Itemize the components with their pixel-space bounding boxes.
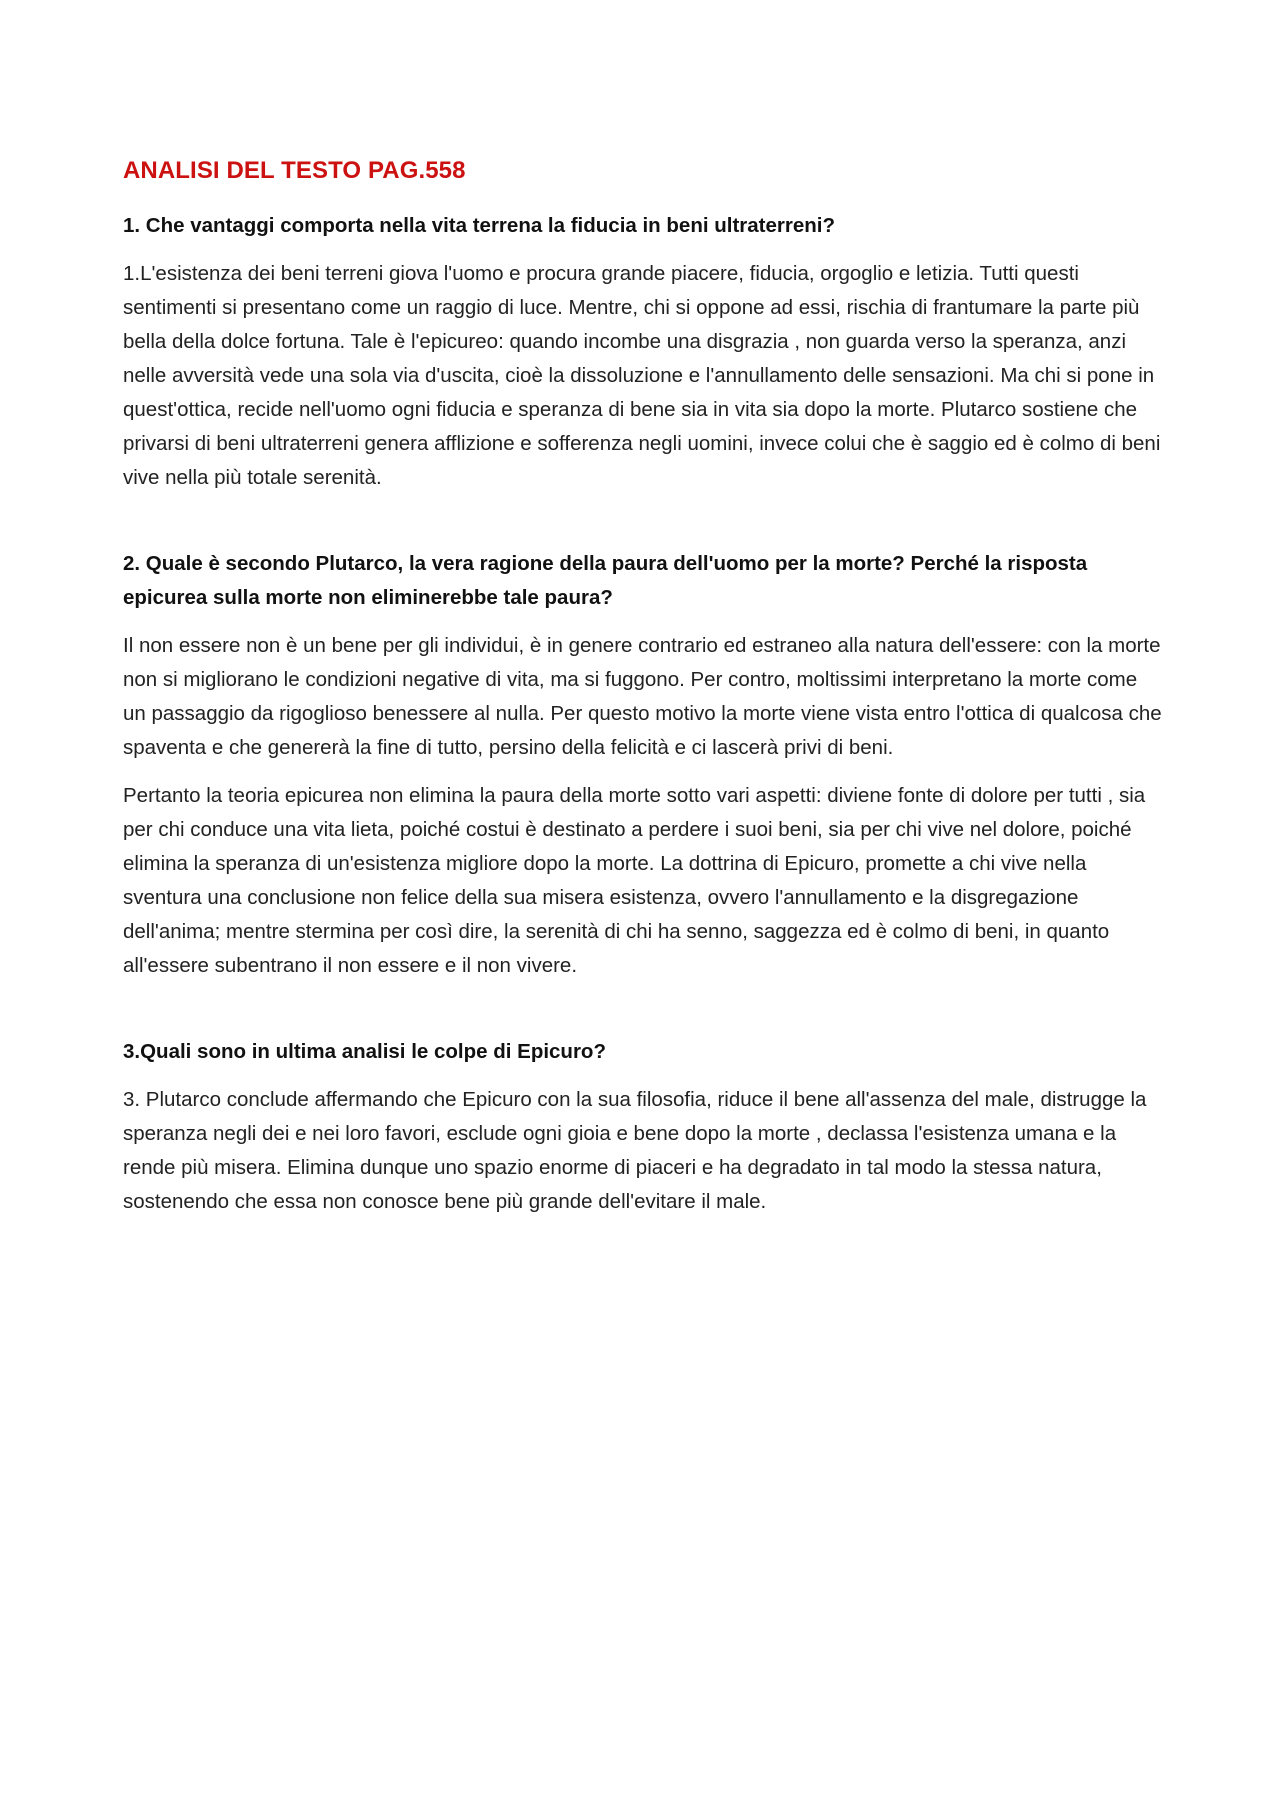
answer-2-paragraph-2: Pertanto la teoria epicurea non elimina la paura della morte sotto vari aspetti: diviene fonte di dolore per tutti , sia per chi conduce una vita lieta, poiché costui è destinato a perdere i suoi beni, sia per chi vive nel dolore, poiché elimina la speranza di un'esistenza migliore dopo la morte. La dottrina di Epicuro, promette a chi vive nella sventura una conclusione non felice della sua misera esistenza, ovvero l'annullamento e la disgregazione dell'anima; mentre stermina per così dire, la serenità di chi ha senno, saggezza ed è colmo di beni, in quanto all'essere subentrano il non essere e il non vivere. <box>123 784 1146 977</box>
answer-1-paragraph-1: 1.L'esistenza dei beni terreni giova l'uomo e procura grande piacere, fiducia, orgoglio e letizia. Tutti questi sentimenti si presentano come un raggio di luce. Mentre, chi si oppone ad essi, rischia di frantumare la parte più bella della dolce fortuna. Tale è l'epicureo: quando incombe una disgrazia , non guarda verso la speranza, anzi nelle avversità vede una sola via d'uscita, cioè la dissoluzione e l'annullamento delle sensazioni. Ma chi si pone in quest'ottica, recide nell'uomo ogni fiducia e speranza di bene sia in vita sia dopo la morte. Plutarco sostiene che privarsi di beni ultraterreni genera afflizione e sofferenza negli uomini, invece colui che è saggio ed è colmo di beni vive nella più totale serenità. <box>123 262 1161 489</box>
section-question-1 <box>123 209 1162 495</box>
answer-3-paragraph-1: 3. Plutarco conclude affermando che Epicuro con la sua filosofia, riduce il bene all'assenza del male, distrugge la speranza negli dei e nei loro favori, esclude ogni gioia e bene dopo la morte , declassa l'esistenza umana e la rende più misera. Elimina dunque uno spazio enorme di piaceri e ha degradato in tal modo la stessa natura, sostenendo che essa non conosce bene più grande dell'evitare il male. <box>123 1088 1147 1213</box>
section-question-2 <box>123 547 1162 983</box>
section-question-3 <box>123 1035 1162 1219</box>
answer-2-paragraph-1: Il non essere non è un bene per gli individui, è in genere contrario ed estraneo alla natura dell'essere: con la morte non si migliorano le condizioni negative di vita, ma si fuggono. Per contro, moltissimi interpretano la morte come un passaggio da rigoglioso benessere al nulla. Per questo motivo la morte viene vista entro l'ottica di qualcosa che spaventa e che genererà la fine di tutto, persino della felicità e ci lascerà privi di beni. <box>123 634 1162 759</box>
question-1: 1. Che vantaggi comporta nella vita terrena la fiducia in beni ultraterreni? <box>123 214 835 237</box>
question-2: 2. Quale è secondo Plutarco, la vera ragione della paura dell'uomo per la morte? Perché la risposta epicurea sulla morte non eliminerebbe tale paura? <box>123 552 1088 609</box>
question-3: 3.Quali sono in ultima analisi le colpe di Epicuro? <box>123 1040 606 1063</box>
document-title: ANALISI DEL TESTO PAG.558 <box>123 157 466 184</box>
